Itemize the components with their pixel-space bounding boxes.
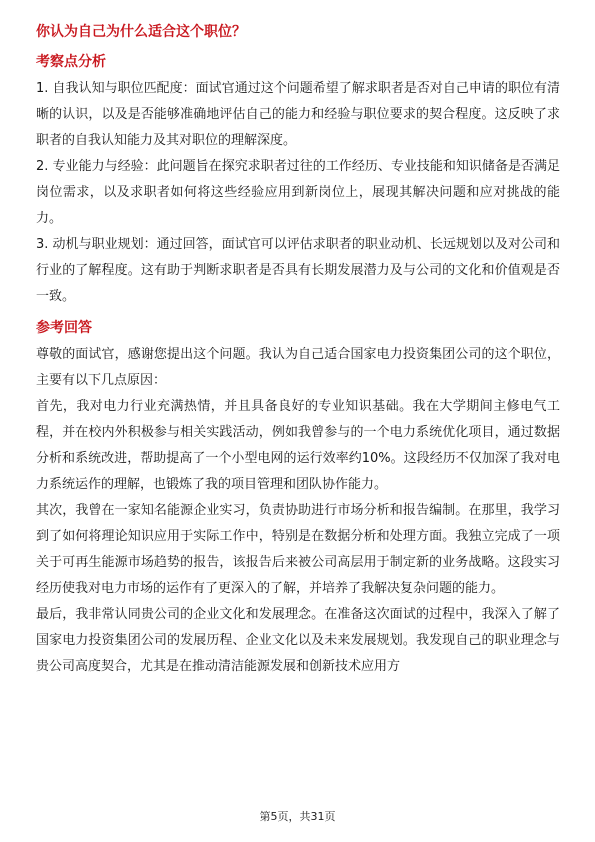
- section-gap: [36, 310, 560, 318]
- answer-paragraph: 最后，我非常认同贵公司的企业文化和发展理念。在准备这次面试的过程中，我深入了解了国家电力投资集团公司的发展历程、企业文化以及未来发展规划。我发现自己的职业理念与贵公司高度契合，尤其是在推动清洁能源发展和创新技术应用方: [36, 607, 560, 674]
- analysis-point: 2. 专业能力与经验：此问题旨在探究求职者过往的工作经历、专业技能和知识储备是否满足岗位需求，以及求职者如何将这些经验应用到新岗位上，展现其解决问题和应对挑战的能力。: [36, 159, 560, 226]
- document-page: [36, 22, 560, 680]
- page-number: 第5页，共31页: [259, 810, 336, 823]
- question-title: 你认为自己为什么适合这个职位？: [36, 24, 246, 40]
- answer-paragraph: 其次，我曾在一家知名能源企业实习，负责协助进行市场分析和报告编制。在那里，我学习到了如何将理论知识应用于实际工作中，特别是在数据分析和处理方面。我独立完成了一项关于可再生能源市场趋势的报告，该报告后来被公司高层用于制定新的业务战略。这段实习经历使我对电力市场的运作有了更深入的了解，并培养了我解决复杂问题的能力。: [36, 503, 560, 596]
- analysis-point: 3. 动机与职业规划：通过回答，面试官可以评估求职者的职业动机、长远规划以及对公司和行业的了解程度。这有助于判断求职者是否具有长期发展潜力及与公司的文化和价值观是否一致。: [36, 237, 560, 304]
- analysis-point: 1. 自我认知与职位匹配度：面试官通过这个问题希望了解求职者是否对自己申请的职位有清晰的认识，以及是否能够准确地评估自己的能力和经验与职位要求的契合程度。这反映了求职者的自我认知能力及其对职位的理解深度。: [36, 81, 560, 148]
- answer-heading: 参考回答: [36, 320, 92, 336]
- answer-paragraph: 首先，我对电力行业充满热情，并且具备良好的专业知识基础。我在大学期间主修电气工程，并在校内外积极参与相关实践活动，例如我曾参与的一个电力系统优化项目，通过数据分析和系统改进，帮助提高了一个小型电网的运行效率约10%。这段经历不仅加深了我对电力系统运作的理解，也锻炼了我的项目管理和团队协作能力。: [36, 399, 560, 492]
- answer-paragraph: 尊敬的面试官，感谢您提出这个问题。我认为自己适合国家电力投资集团公司的这个职位，主要有以下几点原因：: [36, 347, 560, 388]
- analysis-heading: 考察点分析: [36, 54, 106, 70]
